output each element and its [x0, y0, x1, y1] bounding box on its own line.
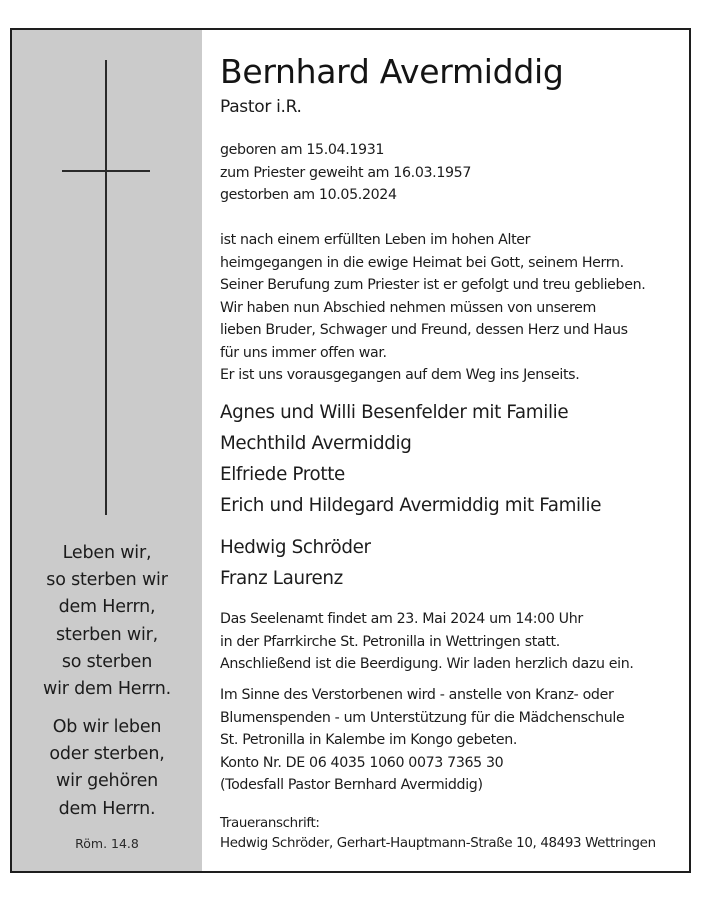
verse-sidebar [12, 30, 202, 871]
obituary-content [220, 30, 685, 871]
text-line: Seiner Berufung zum Priester ist er gefolgt und treu geblieben. [220, 277, 646, 293]
verse-line: wir gehören [55, 771, 159, 792]
text-line: in der Pfarrkirche St. Petronilla in Wettringen statt. [220, 633, 560, 650]
text-line: Anschließend ist die Beerdigung. Wir laden herzlich dazu ein. [220, 656, 634, 672]
text-line: (Todesfall Pastor Bernhard Avermiddig) [220, 777, 483, 793]
mourner-name: Mechthild Avermiddig [220, 433, 412, 454]
donation-info [220, 684, 685, 797]
obituary-text [220, 229, 685, 364]
mourner-name: Elfriede Protte [220, 464, 345, 485]
verse-line: sterben wir, [55, 624, 158, 645]
mourners-family [220, 397, 685, 521]
verse-stanza-2 [12, 714, 202, 823]
cross-vertical-beam [105, 60, 107, 515]
text-line: St. Petronilla in Kalembe im Kongo gebeten. [220, 732, 518, 748]
mourner-name: Franz Laurenz [220, 568, 343, 589]
deceased-title: Pastor i.R. [220, 97, 302, 117]
deceased-name: Bernhard Avermiddig [220, 52, 564, 91]
ordination-date: zum Priester geweiht am 16.03.1957 [220, 164, 472, 181]
verse-reference: Röm. 14.8 [75, 836, 139, 851]
funeral-service-info [220, 608, 685, 676]
mourner-name: Agnes und Willi Besenfelder mit Familie [220, 402, 569, 423]
verse-line: dem Herrn, [58, 597, 156, 618]
text-line: Im Sinne des Verstorbenen wird - anstelle von Kranz- oder [220, 687, 614, 703]
text-line: Wir haben nun Abschied nehmen müssen von unserem [220, 299, 597, 316]
text-line: ist nach einem erfüllten Leben im hohen Alter [220, 232, 531, 248]
life-dates [220, 139, 685, 207]
text-line: für uns immer offen war. [220, 344, 387, 361]
obituary-closing [220, 364, 685, 387]
verse-line: wir dem Herrn. [43, 679, 171, 700]
obituary-frame [10, 28, 691, 873]
text-line: Das Seelenamt findet am 23. Mai 2024 um 14:00 Uhr [220, 611, 583, 627]
text-line: heimgegangen in die ewige Heimat bei Gott, seinem Herrn. [220, 254, 624, 271]
cross-horizontal-beam [62, 170, 150, 172]
mourner-name: Hedwig Schröder [220, 537, 371, 558]
mourning-address [220, 814, 685, 854]
text-line: lieben Bruder, Schwager und Freund, dessen Herz und Haus [220, 322, 628, 338]
verse-stanza-1 [12, 540, 202, 703]
bank-account: Konto Nr. DE 06 4035 1060 0073 7365 30 [220, 754, 504, 771]
address-label: Traueranschrift: [220, 816, 320, 831]
mourner-name: Erich und Hildegard Avermiddig mit Familie [220, 495, 602, 516]
death-date: gestorben am 10.05.2024 [220, 187, 397, 203]
verse-line: Ob wir leben [52, 717, 162, 737]
address-value: Hedwig Schröder, Gerhart-Hauptmann-Straße 10, 48493 Wettringen [220, 836, 656, 851]
verse-line: so sterben [61, 651, 153, 672]
mourners-others [220, 532, 685, 594]
verse-line: Leben wir, [62, 543, 152, 563]
verse-line: so sterben wir [46, 570, 168, 591]
text-line: Er ist uns vorausgegangen auf dem Weg ins Jenseits. [220, 367, 580, 383]
verse-line: oder sterben, [49, 744, 165, 765]
text-line: Blumenspenden - um Unterstützung für die Mädchenschule [220, 709, 625, 726]
verse-line: dem Herrn. [58, 798, 156, 819]
birth-date: geboren am 15.04.1931 [220, 142, 385, 158]
